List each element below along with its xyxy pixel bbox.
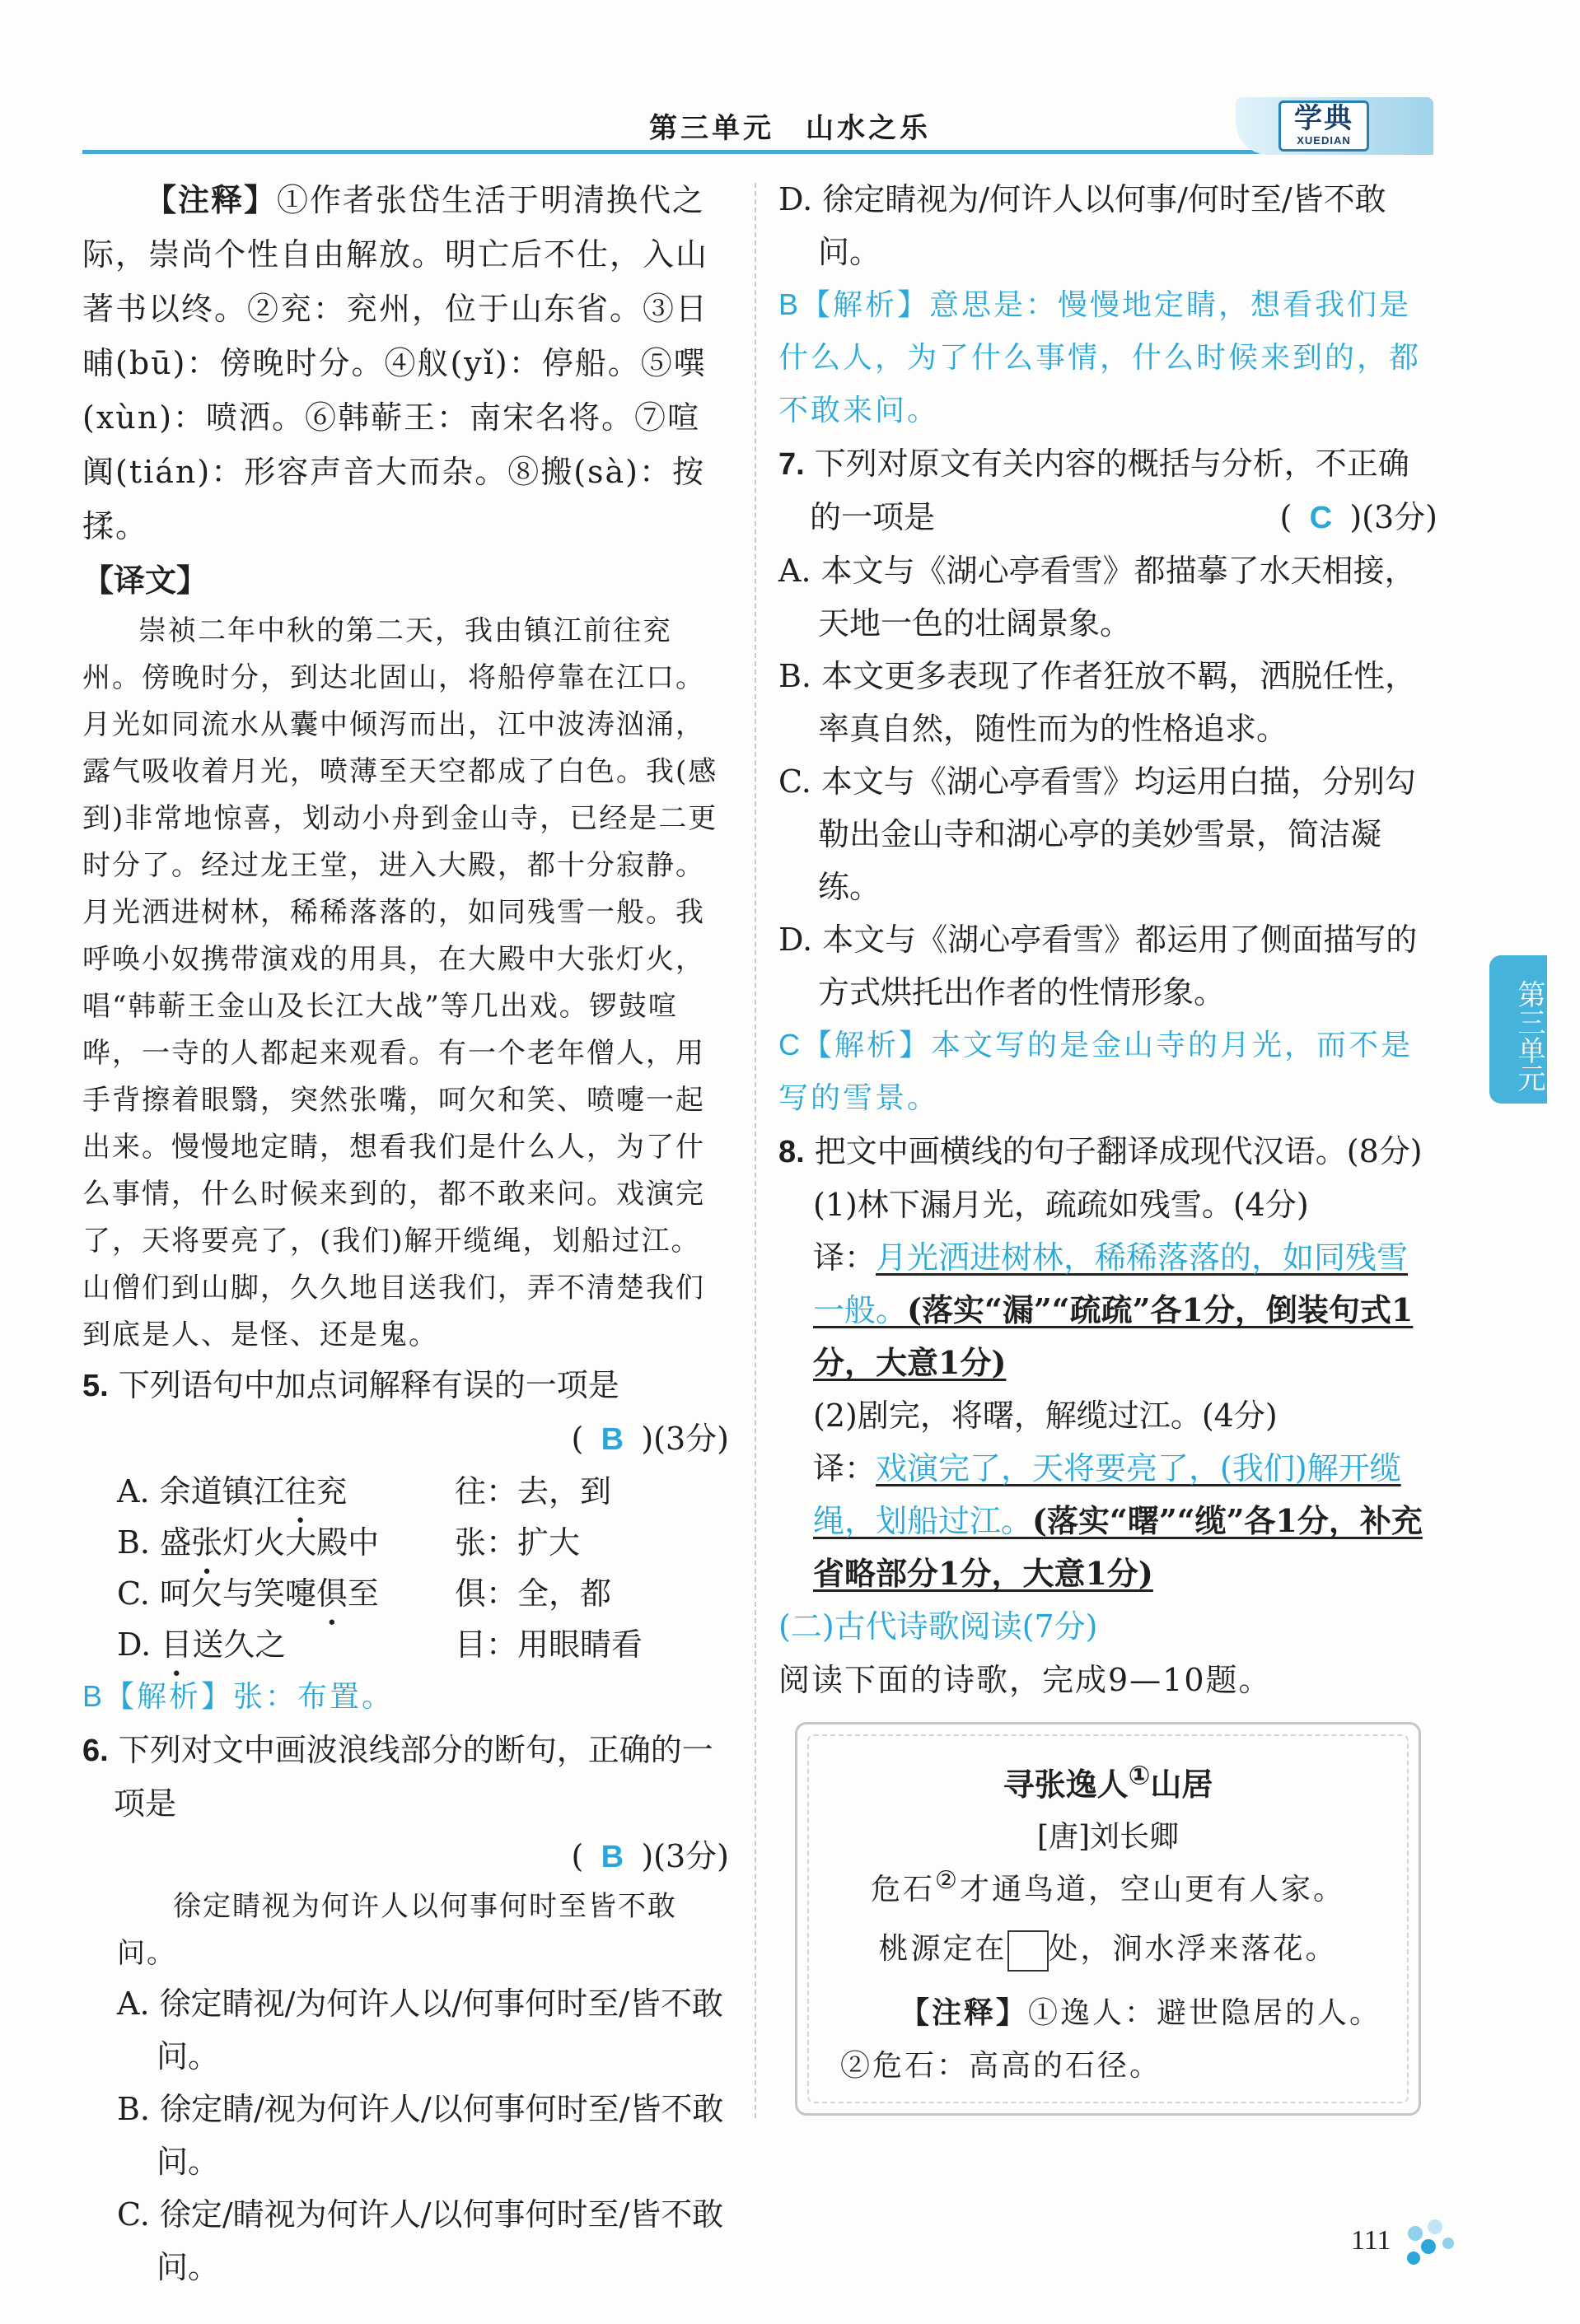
q7-analysis-text: 本文写的是金山寺的月光，而不是写的雪景。 — [778, 1029, 1414, 1115]
poem-box — [795, 1722, 1421, 2116]
q6-analysis-text: 意思是：慢慢地定睛，想看我们是什么人，为了什么事情，什么时候来到的，都不敢来问。 — [778, 288, 1422, 427]
question-5-answer-line: ( B )(3分) — [82, 1412, 729, 1466]
poem-line-2-post: 处，涧水浮来落花。 — [1048, 1932, 1338, 1966]
poem-line-1-post: 才通鸟道，空山更有人家。 — [959, 1873, 1345, 1906]
question-7-answer-line: ( C )(3分) — [778, 491, 1437, 544]
poem-author: [唐]刘长卿 — [1036, 1820, 1180, 1854]
q8-sub-1: (1)林下漏月光，疏疏如残雪。(4分) — [813, 1187, 1309, 1223]
question-5-score: (3分) — [653, 1421, 729, 1457]
question-8-number: 8. — [778, 1135, 805, 1169]
translation-text: 崇祯二年中秋的第二天，我由镇江前往兖州。傍晚时分，到达北固山，将船停靠在江口。月光如同流水从囊中倾泻而出，江中波涛汹涌，露气吸收着月光，喷薄至天空都成了白色。我(感到)非常地惊喜，划动小舟到金山寺，已经是二更时分了。经过龙王堂，进入大殿，都十分寂静。月光洒进树林，稀稀落落的，如同残雪一般。我呼唤小奴携带演戏的用具，在大殿中大张灯火，唱“韩蕲王金山及长江大战”等几出戏。锣鼓喧哗，一寺的人都起来观看。有一个老年僧人，用手背擦着眼翳，突然张嘴，呵欠和笑、喷嚏一起出来。慢慢地定睛，想看我们是什么人，为了什么事情，什么时候来到的，都不敢来问。戏演完了，天将要亮了，(我们)解开缆绳，划船过江。山僧们到山脚，久久地目送我们，弄不清楚我们到底是人、是怪、还是鬼。 — [82, 614, 718, 1351]
q6-analysis-tag: B【解析】 — [778, 287, 930, 321]
question-5 — [82, 1359, 729, 1412]
annotation-label: 【注释】 — [145, 181, 278, 218]
question-7-analysis — [778, 1019, 1437, 1125]
q5-b-pre: B. 盛 — [117, 1524, 192, 1561]
q7-option-d: D. 本文与《湖心亭看雪》都运用了侧面描写的方式烘托出作者的性情形象。 — [778, 922, 1418, 1010]
q5-option-d — [117, 1619, 455, 1670]
q8-answer-1 — [778, 1231, 1437, 1389]
poem-blank-box[interactable] — [1007, 1930, 1049, 1972]
poem-note-text: ①逸人：避世隐居的人。②危石：高高的石径。 — [840, 1996, 1382, 2083]
q5-option-a — [117, 1466, 455, 1517]
q6-option-c: C. 徐定/睛视为何许人/以何事何时至/皆不敢问。 — [117, 2196, 724, 2285]
q8-answer-2 — [778, 1442, 1437, 1600]
logo-box — [1278, 100, 1369, 152]
q6-option-d: D. 徐定睛视为/何许人以何事/何时至/皆不敢问。 — [778, 181, 1386, 270]
q5-c-pre: C. 呵欠与笑嚏 — [117, 1575, 316, 1612]
question-7-number: 7. — [778, 447, 805, 482]
question-5-options — [82, 1466, 729, 1670]
question-6-passage: 徐定睛视为何许人以何事何时至皆不敢问。 — [117, 1890, 677, 1970]
question-8-stem: 把文中画横线的句子翻译成现代汉语。(8分) — [814, 1133, 1423, 1169]
question-6-answer-line: ( B )(3分) — [82, 1830, 729, 1883]
poem-line-2-pre: 桃源定在 — [878, 1932, 1007, 1966]
q5-a-post: 兖 — [316, 1473, 348, 1510]
q5-analysis-tag: B【解析】 — [82, 1679, 234, 1713]
page-header-title: 第三单元 山水之乐 — [649, 112, 931, 145]
column-divider — [755, 183, 756, 2118]
question-5-number: 5. — [82, 1369, 109, 1403]
q6-option-b: B. 徐定睛/视为何许人/以何事何时至/皆不敢问。 — [117, 2091, 724, 2180]
logo-main-text: 学典 — [1294, 102, 1353, 135]
poem-title-pre: 寻张逸人 — [1003, 1766, 1129, 1803]
q5-a-dotted: 往 — [284, 1473, 316, 1510]
q8-sub-2: (2)剧完，将曙，解缆过江。(4分) — [813, 1398, 1278, 1434]
decorative-dots-icon — [1399, 2215, 1465, 2273]
unit-side-tab: 第三单元 — [1489, 955, 1547, 1104]
question-6-number: 6. — [82, 1734, 109, 1768]
header-rule — [82, 150, 1433, 154]
q5-b-post: 灯火大殿中 — [222, 1524, 380, 1561]
q8-tr-label-1: 译： — [813, 1239, 876, 1276]
question-6-score: (3分) — [653, 1838, 729, 1874]
question-7-stem: 下列对原文有关内容的概括与分析，不正确的一项是 — [810, 446, 1409, 535]
q5-c-post: 至 — [347, 1575, 379, 1612]
q5-analysis-text: 张：布置。 — [233, 1680, 395, 1714]
q5-d-dotted: 目 — [161, 1626, 193, 1663]
section-heading: (二)古代诗歌阅读(7分) — [778, 1608, 1098, 1645]
q6-option-a: A. 徐定睛视/为何许人以/何事何时至/皆不敢问。 — [117, 1986, 724, 2074]
poem-line-1-footnote: ② — [935, 1866, 960, 1895]
q8-answer-2-text: 戏演完了，天将要亮了，(我们)解开缆绳，划船过江。 — [813, 1450, 1401, 1539]
poem-title-footnote: ① — [1128, 1761, 1151, 1791]
q5-option-b — [117, 1517, 455, 1568]
poem-line-2 — [797, 1925, 1419, 1972]
q8-answer-1-text: 月光洒进树林，稀稀落落的，如同残雪一般。 — [813, 1239, 1409, 1328]
question-7-score: (3分) — [1362, 499, 1437, 535]
question-8 — [778, 1125, 1437, 1178]
poem-title — [797, 1759, 1419, 1804]
q7-option-c: C. 本文与《湖心亭看雪》均运用白描，分别勾勒出金山寺和湖心亭的美妙雪景，简洁凝练。 — [778, 763, 1416, 905]
question-6-stem: 下列对文中画波浪线部分的断句，正确的一项是 — [114, 1732, 713, 1822]
annotation-text: ①作者张岱生活于明清换代之际，崇尚个性自由解放。明亡后不仕，入山著书以终。②兖：兖州，位于山东省。③日晡(bū)：傍晚时分。④舣(yǐ)：停船。⑤噀(xùn)：喷洒。⑥韩蕲王：南宋名将。⑦喧阗(tián)：形容声音大而杂。⑧搬(sà)：按揉。 — [82, 182, 709, 544]
annotation-paragraph — [82, 173, 729, 553]
q5-a-pre: A. 余道镇江 — [117, 1473, 285, 1510]
q5-option-c — [117, 1568, 455, 1619]
question-6-analysis — [778, 278, 1437, 437]
q8-scoring-2: (落实“曙”“缆”各1分，补充省略部分1分，大意1分) — [813, 1502, 1423, 1592]
section-instruction: 阅读下面的诗歌，完成9—10题。 — [778, 1662, 1272, 1698]
poem-note-label: 【注释】 — [900, 1995, 1029, 2030]
q5-option-d-meaning: 目：用眼睛看 — [455, 1626, 643, 1663]
q5-option-a-meaning: 往：去，到 — [455, 1473, 612, 1510]
q8-scoring-1: (落实“漏”“疏疏”各1分，倒装句式1分，大意1分) — [813, 1291, 1414, 1381]
poem-line-1-pre: 危石 — [871, 1873, 936, 1906]
page-number: 111 — [1351, 2225, 1391, 2256]
poem-note — [840, 1986, 1386, 2093]
q7-option-b: B. 本文更多表现了作者狂放不羁，洒脱任性，率真自然，随性而为的性格追求。 — [778, 658, 1417, 747]
question-5-stem: 下列语句中加点词解释有误的一项是 — [118, 1367, 619, 1403]
q7-analysis-tag: C【解析】 — [778, 1028, 931, 1062]
q5-b-dotted: 张 — [191, 1524, 223, 1561]
q5-d-pre: D. — [117, 1626, 161, 1663]
q5-d-post: 送久之 — [192, 1626, 287, 1663]
q5-option-b-meaning: 张：扩大 — [455, 1524, 581, 1561]
translation-heading: 【译文】 — [82, 562, 208, 599]
q5-c-dotted: 俱 — [316, 1575, 348, 1612]
q7-option-a: A. 本文与《湖心亭看雪》都描摹了水天相接，天地一色的壮阔景象。 — [778, 553, 1416, 642]
poem-title-post: 山居 — [1150, 1766, 1213, 1803]
question-7-answer: C — [1309, 501, 1333, 535]
question-5-answer: B — [601, 1422, 624, 1457]
q5-option-c-meaning: 俱：全，都 — [455, 1575, 612, 1612]
right-column — [778, 173, 1437, 2116]
question-6-answer: B — [601, 1840, 624, 1874]
left-column — [82, 173, 729, 2294]
logo-sub-text: XUEDIAN — [1297, 134, 1351, 147]
brand-logo — [1236, 97, 1433, 155]
poem-line-1 — [797, 1866, 1419, 1908]
q8-tr-label-2: 译： — [813, 1450, 876, 1486]
question-6 — [82, 1724, 729, 1830]
